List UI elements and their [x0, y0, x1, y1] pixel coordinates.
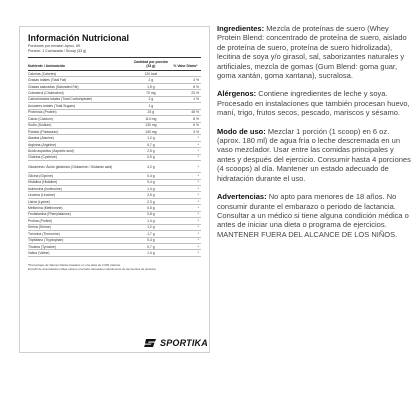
nutrient-name: Grasas saturadas (Saturated Fat) [28, 83, 132, 89]
allergens-heading: Alérgenos: [217, 89, 257, 99]
nutrient-name: Leucina (Leucine) [28, 192, 132, 198]
nutrient-name: Calcio (Calcium) [28, 116, 132, 122]
nutrient-daily-value: 48 % [170, 109, 201, 115]
nutrient-amount: 0,4 g [132, 179, 170, 185]
warnings-text: No apto para menores de 18 años. No consumir durante el embarazo o periodo de lactancia. Consultar a un médico si tiene alguna condición médica o antes de iniciar una dieta o programa de ejercicios. MANTENER FUERA DEL ALCANCE DE LOS NIÑOS. [217, 192, 409, 239]
daily-value-footnote: *Porcentajes de Valores Diarios basados en una dieta de 2.000 calorías. [28, 262, 121, 267]
header-nutrient: Nutriente / Aminoácido [28, 59, 132, 71]
nutrient-name: Arginina (Arginine) [28, 141, 132, 147]
ingredients-heading: Ingredientes: [217, 24, 265, 33]
nutrient-daily-value: * [170, 173, 201, 179]
nutrient-daily-value: * [170, 231, 201, 237]
nutrient-name: Treonina (Threonine) [28, 231, 132, 237]
nutrient-amount: 0,8 g [132, 211, 170, 217]
nutrition-table [28, 59, 201, 257]
nutrient-name: Grasas totales (Total Fat) [28, 77, 132, 83]
nutrient-amount: 140 mg [132, 128, 170, 134]
nutrient-name: Metionina (Methionine) [28, 205, 132, 211]
nutrient-daily-value: 23 % [170, 90, 201, 96]
nutrient-daily-value: * [170, 186, 201, 192]
usage-heading: Modo de uso: [217, 126, 266, 136]
nutrition-table-body [28, 71, 201, 257]
nutrient-daily-value: * [170, 211, 201, 217]
nutrient-daily-value: * [170, 192, 201, 198]
nutrient-amount: 2 g [132, 77, 170, 83]
table-row [28, 161, 201, 173]
nutrient-daily-value: * [170, 141, 201, 147]
nutrient-daily-value: 8 % [170, 83, 201, 89]
nutrient-amount: 0,7 g [132, 141, 170, 147]
nutrient-daily-value: * [170, 243, 201, 249]
warnings-section [217, 192, 413, 239]
sportika-logo-icon [144, 338, 158, 348]
brand-name: SPORTIKA [160, 338, 208, 348]
nutrient-daily-value: * [170, 161, 201, 173]
nutrition-title: Información Nutricional [28, 33, 130, 43]
nutrient-amount: 130 mg [132, 122, 170, 128]
nutrient-amount: 1,5 g [132, 83, 170, 89]
warnings-heading: Advertencias: [217, 192, 267, 202]
header-amount: Cantidad por porción (33 g) [132, 59, 170, 71]
nutrient-daily-value: * [170, 237, 201, 243]
nutrient-name: Fenilalanina (Phenylalanine) [28, 211, 132, 217]
usage-text: Mezclar 1 porción (1 scoop) en 6 oz. (aprox. 180 ml) de agua fría o leche descremada en un vaso mezclador. Usar entre las comidas principales y antes y después del ejercicio. Consumir hasta 4 porciones (4 scoops) al día. Mantener un estado adecuado de hidratación durante el uso. [217, 126, 411, 183]
nutrient-daily-value: * [170, 250, 201, 256]
nutrient-name: Glicina (Glycine) [28, 173, 132, 179]
nutrient-amount: 4,2 g [132, 161, 170, 173]
nutrient-amount: 1 g [132, 103, 170, 109]
usage-section [217, 127, 413, 183]
nutrient-name: Histidina (Histidine) [28, 179, 132, 185]
nutrient-amount: 1,4 g [132, 250, 170, 256]
nutrient-name: Proteínas (Protein) [28, 109, 132, 115]
nutrient-daily-value: * [170, 218, 201, 224]
nutrient-amount: 1,2 g [132, 224, 170, 230]
nutrient-amount: 2,5 g [132, 148, 170, 154]
nutrient-name: Prolina (Proline) [28, 218, 132, 224]
nutrition-facts-label [19, 26, 210, 353]
nutrient-amount: 110 mg [132, 116, 170, 122]
nutrient-name: Tirosina (Tyrosine) [28, 243, 132, 249]
nutrient-name: Cisteína (Cysteine) [28, 154, 132, 160]
nutrient-amount: 70 mg [132, 90, 170, 96]
nutrient-name: Lisina (Lysine) [28, 198, 132, 204]
nutrient-name: Glutamina / Ácido glutámico (Glutamine / Glutamic acid) [28, 161, 132, 173]
nutrient-amount: 2,5 g [132, 192, 170, 198]
servings-per-container: Porciones por envase: Aprox. 69 [28, 44, 80, 48]
nutrient-daily-value: 3 % [170, 128, 201, 134]
nutrient-daily-value: * [170, 154, 201, 160]
nutrient-name: Ácido aspártico (Aspartic acid) [28, 148, 132, 154]
nutrient-name: Sodio (Sodium) [28, 122, 132, 128]
nutrient-name: Carbohidratos totales (Total Carbohydrate) [28, 96, 132, 102]
product-info-column [217, 24, 413, 239]
nutrient-name: Calorías (Calories) [28, 71, 132, 77]
allergens-section [217, 89, 413, 117]
nutrient-name: Isoleucina (Isoleucine) [28, 186, 132, 192]
nutrition-table-header [28, 59, 201, 71]
ingredients-section [217, 24, 413, 80]
allergens-text: Contiene ingredientes de leche y soya. Procesado en instalaciones que también procesan huevo, maní, trigo, frutos secos, pescado, mariscos y sésamo. [217, 89, 410, 118]
nutrient-name: Azúcares totales (Total Sugars) [28, 103, 132, 109]
nutrient-name: Triptófano (Tryptophan) [28, 237, 132, 243]
nutrient-name: Alanina (Alanine) [28, 135, 132, 141]
nutrient-amount: 1,4 g [132, 218, 170, 224]
nutrient-amount: 0,5 g [132, 205, 170, 211]
brand-logo [144, 337, 208, 349]
table-row [28, 250, 201, 256]
ingredients-text: Mezcla de proteínas de suero (Whey Protein Blend: concentrado de proteína de suero, aislado de proteína de suero, proteína de suero hidrolizada), lecitina de soya y/o girasol, sal, saborizantes naturales y artificiales, mezcla de gomas (Gum Blend: goma guar, goma xantán, goma xantana), sucralosa. [217, 24, 407, 81]
nutrient-amount: 0,4 g [132, 173, 170, 179]
title-divider [28, 57, 201, 58]
nutrient-amount: 1,2 g [132, 135, 170, 141]
nutrient-daily-value: 8 % [170, 116, 201, 122]
nutrient-name: Valina (Valine) [28, 250, 132, 256]
nutrient-amount: 0,4 g [132, 237, 170, 243]
nutrient-amount: 2 g [132, 96, 170, 102]
nutrient-daily-value: * [170, 135, 201, 141]
nutrient-amount: 0,7 g [132, 243, 170, 249]
nutrient-daily-value: * [170, 205, 201, 211]
nutrient-daily-value: * [170, 179, 201, 185]
nutrient-daily-value: 6 % [170, 122, 201, 128]
nutrient-amount: 120 kcal [132, 71, 170, 77]
nutrient-daily-value: 1 % [170, 96, 201, 102]
nutrient-daily-value: 3 % [170, 77, 201, 83]
nutrient-daily-value: * [170, 148, 201, 154]
nutrient-amount: 2,3 g [132, 198, 170, 204]
serving-size: Porción: 1 Cucharada / Scoop (33 g) [28, 49, 87, 53]
nutrient-amount: 1,7 g [132, 231, 170, 237]
amino-profile-footnote: El perfil de aminoácidos refleja valores promedio derivados naturalmente de las fuentes de proteína. [28, 267, 157, 272]
nutrient-amount: 0,5 g [132, 154, 170, 160]
nutrient-daily-value: * [170, 198, 201, 204]
nutrient-name: Serina (Serine) [28, 224, 132, 230]
nutrient-name: Colesterol (Cholesterol) [28, 90, 132, 96]
nutrient-daily-value: * [170, 224, 201, 230]
nutrient-amount: 24 g [132, 109, 170, 115]
nutrient-amount: 1,4 g [132, 186, 170, 192]
nutrient-name: Potasio (Potassium) [28, 128, 132, 134]
header-daily-value: % Valor Diario* [170, 59, 201, 71]
